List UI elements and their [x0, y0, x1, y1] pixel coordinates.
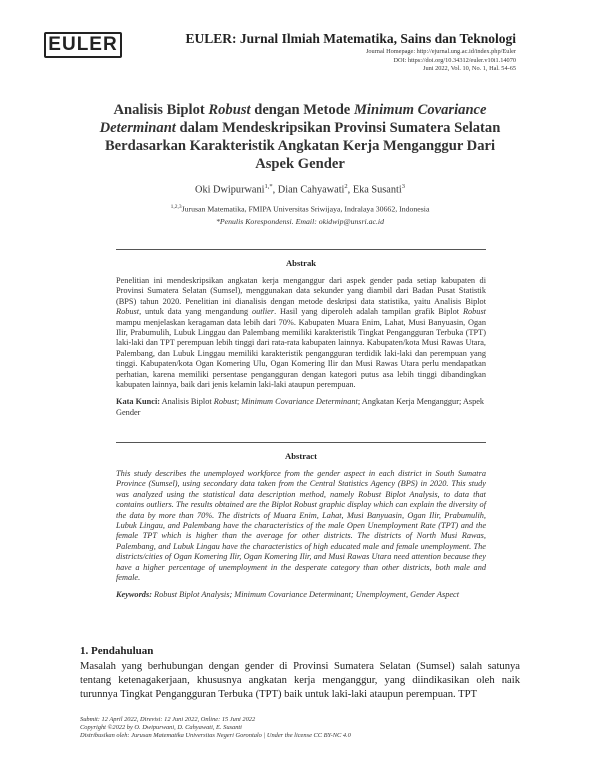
page-footer: Submit: 12 April 2022, Direvisi: 12 Juni 2022, Online: 15 Juni 2022 Copyright ©2022 by O. Dwipurwani, D. Cahyawati, E. Susanti Distribusikan oleh: Jurusan Matematika Universitas Negeri Gorontalo | Under the license CC BY-NC 4.0 — [80, 716, 351, 739]
journal-homepage[interactable]: Journal Homepage: http://ejurnal.ung.ac.id/index.php/Euler — [365, 48, 516, 55]
abstract-section — [116, 442, 486, 601]
section-heading: 1. Pendahuluan — [80, 645, 154, 657]
affiliation: $^{1,2,3}$Jurusan Matematika, FMIPA Universitas Sriwijaya, Indralaya 30662, Indonesia *Penulis Korespondensi. Email: okidwip@unsri.ac.id — [0, 201, 600, 228]
journal-doi[interactable]: DOI: https://doi.org/10.34312/euler.v10i1.14070 — [393, 56, 516, 64]
abstrak-text: Penelitian ini mendeskripsikan angkatan kerja menganggur dari aspek gender pada setiap kabupaten di Provinsi Sumatera Selatan (Sumsel), menggunakan data sekunder yang diambil dari Badan Pusat Statistik (BPS) tahun 2020. Penelitian ini dianalisis dengan metode deskripsi data statistika, yaitu Analisis Biplot Robust, untuk data yang mengandung outlier. Hasil yang diperoleh adalah tampilan grafik Biplot Robust mampu menjelaskan keragaman data lebih dari 70%. Kabupaten Muara Enim, Lahat, Musi Banyuasin, Ogan Ilir, Prabumulih, Lubuk Linggau dan Palembang memiliki karakteristik Tingkat Pengangguran Terbuka (TPT) laki-laki dan TPT perempuan lebih tinggi dari rata-rata kabupaten lainnya. Kabupaten/kota Musi Rawas Utara, Palembang, dan Lubuk Linggau memiliki karakteristik pengangguran terdidik laki-laki dan perempuan yang tinggi. Kabupaten/kota Ogan Komering Ulu, Ogan Komering Ilir dan Musi Rawas Utara perlu mendapatkan perhatian, karena memiliki persentase pengangguran dengan kategori putus asa lebih tinggi dibandingkan kabupaten lainnya, baik dari jenis kelamin laki-laki ataupun perempuan. — [116, 276, 486, 390]
journal-meta — [366, 48, 516, 74]
corresponding-author: *Penulis Korespondensi. Email: okidwip@unsri.ac.id — [215, 216, 384, 226]
abstract-text: This study describes the unemployed workforce from the gender aspect in each district in South Sumatra Province (Sumsel), using secondary data taken from the Central Statistics Agency (BPS) in 2020. This study was analyzed using the statistical data description method, namely Robust Biplot Analysis, to data that contains outliers. The results obtained are the Biplot Robust graphic display which can explain the diversity of the data by more than 70%. The districts of Muara Enim, Lahat, Musi Banyuasin, Ogan Ilir, Prabumulih, Lubuk Lingau, and Palembang have the characteristics of the male Open Unemployment Rate (TPT) and the female TPT which is higher than the average for other districts. The districts of North Musi Rawas, Palembang, and Lubuk Lingau have the characteristics of high educated male and female unemployment. The districts/cities of Ogan Komering Ilir, Ogan Komering Ilir, and Musi Rawas Utara need attention because they have a higher percentage of unemployment in the desperate category than other districts, both male and female. — [116, 469, 486, 583]
journal-logo: EULER — [44, 32, 122, 58]
section-body: Masalah yang berhubungan dengan gender di Provinsi Sumatera Selatan (Sumsel) salah satunya tentang ketenagakerjaan, khususnya angkatan kerja menganggur, yang diindikasikan oleh naik turunnya Tingkat Pengangguran Terbuka (TPT) baik untuk laki-laki ataupun perempuan. TPT — [80, 661, 520, 700]
abstrak-heading: Abstrak — [285, 258, 317, 268]
keywords: Keywords: Robust Biplot Analysis; Minimum Covariance Determinant; Unemployment, Gender Aspect — [116, 590, 460, 600]
paper-title: Analisis Biplot Robust dengan Metode Minimum Covariance Determinant dalam Mendeskripsikan Provinsi Sumatera Selatan Berdasarkan Karakteristik Angkatan Kerja Menganggur Dari Aspek Gender — [99, 102, 501, 172]
kata-kunci: Kata Kunci: Analisis Biplot Robust; Minimum Covariance Determinant; Angkatan Kerja Menganggur; Aspek Gender — [116, 397, 485, 417]
abstrak-section — [116, 249, 486, 418]
journal-issue: Juni 2022, Vol. 10, No. 1, Hal. 54-65 — [423, 65, 516, 72]
journal-name: EULER: Jurnal Ilmiah Matematika, Sains dan Teknologi — [185, 31, 516, 46]
abstract-heading: Abstract — [285, 451, 317, 461]
authors: Oki Dwipurwani$^{1,*}$, Dian Cahyawati$^2$, Eka Susanti$^3$ — [195, 183, 405, 196]
